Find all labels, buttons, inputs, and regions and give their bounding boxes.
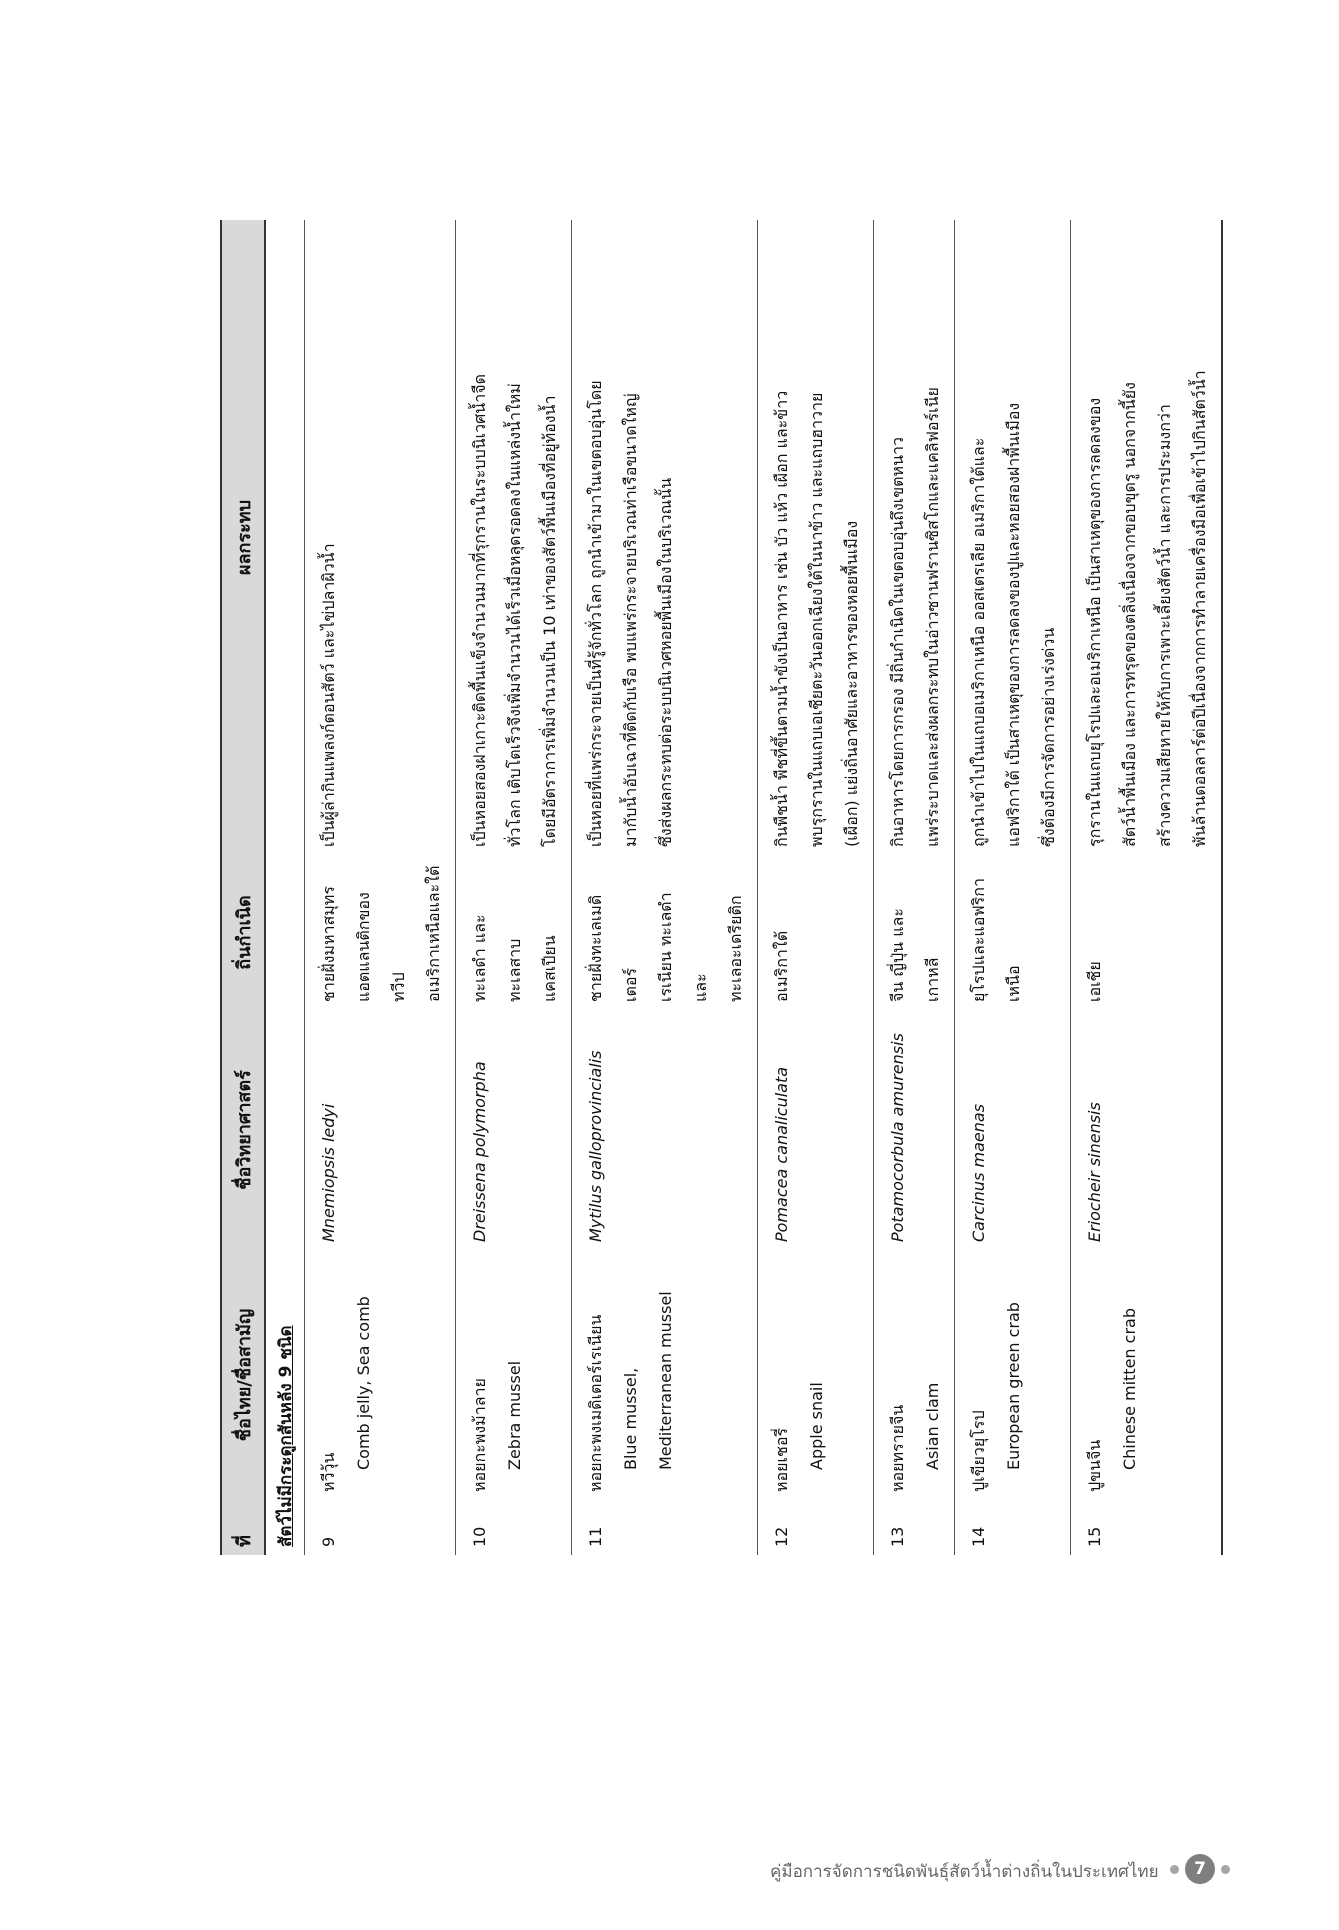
thai-name: หอยเชอรี่ bbox=[772, 1427, 791, 1492]
impact-line: เป็นหอยสองฝาเกาะติดพื้นแข็งจำนวนมากที่รุกรานในระบบนิเวศน้ำจืด bbox=[470, 374, 489, 847]
origin-line: ยุโรปและแอฟริกาเหนือ bbox=[969, 878, 1023, 1002]
impact-line: กินอาหารโดยการกรอง มีถิ่นกำเนิดในเขตอบอุ่นถึงเขตหนาว bbox=[888, 436, 907, 847]
scientific-name: Dreissena polymorpha bbox=[456, 1010, 572, 1250]
row-number: 13 bbox=[874, 1500, 955, 1555]
table-row bbox=[955, 220, 1071, 1555]
page-number: 7 bbox=[1185, 1854, 1215, 1884]
origin-line: เรเนียน ทะเลดำ และ bbox=[656, 892, 710, 1002]
impact-line: พบรุกรานในแถบเอเชียตะวันออกเฉียงใต้ในนาข้าว และแถบฮาวาย bbox=[807, 392, 826, 847]
table-header-row bbox=[221, 220, 265, 1555]
origin-cell bbox=[305, 855, 456, 1010]
header-origin: ถิ่นกำเนิด bbox=[221, 855, 265, 1010]
section-row bbox=[265, 220, 305, 1555]
row-number: 15 bbox=[1071, 1500, 1223, 1555]
origin-cell bbox=[572, 855, 758, 1010]
impact-cell bbox=[456, 220, 572, 855]
row-number: 12 bbox=[758, 1500, 874, 1555]
origin-line: แคสเปียน bbox=[540, 935, 559, 1002]
header-scientific: ชื่อวิทยาศาสตร์ bbox=[221, 1010, 265, 1250]
common-name-cell bbox=[1071, 1250, 1223, 1500]
section-title: สัตว์ไม่มีกระดูกสันหลัง 9 ชนิด bbox=[275, 1325, 296, 1547]
footer-book-title: คู่มือการจัดการชนิดพันธุ์สัตว์น้ำต่างถิ่นในประเทศไทย bbox=[770, 1862, 1159, 1882]
impact-line: เป็นผู้ล่ากินแพลงก์ตอนสัตว์ และไข่ปลาผิวน้ำ bbox=[319, 543, 338, 847]
row-number: 14 bbox=[955, 1500, 1071, 1555]
origin-cell bbox=[758, 855, 874, 1010]
rotated-table-page bbox=[220, 220, 1209, 1555]
impact-line: ซึ่งส่งผลกระทบต่อระบบนิเวศหอยพื้นเมืองในบริเวณนั้น bbox=[656, 477, 675, 847]
impact-line: โดยมีอัตราการเพิ่มจำนวนเป็น 10 เท่าของสัตว์พื้นเมืองที่อยู่ท้องน้ำ bbox=[540, 395, 559, 847]
origin-cell bbox=[456, 855, 572, 1010]
page-footer bbox=[770, 1854, 1250, 1884]
impact-line: สร้างความเสียหายให้กับการเพาะเลี้ยงสัตว์น้ำ และการประมงกว่า bbox=[1155, 404, 1174, 847]
table-row bbox=[572, 220, 758, 1555]
impact-line: รุกรานในแถบยุโรปและอเมริกาเหนือ เป็นสาเหตุของการลดลงของ bbox=[1085, 397, 1104, 847]
common-name-cell bbox=[305, 1250, 456, 1500]
impact-line: เป็นหอยที่แพร่กระจายเป็นที่รู้จักทั่วโลก ถูกนำเข้ามาในเขตอบอุ่นโดย bbox=[586, 380, 605, 847]
english-name: Asian clam bbox=[923, 1382, 942, 1470]
footer-dot-icon bbox=[1170, 1865, 1179, 1874]
thai-name: ปูขนจีน bbox=[1085, 1439, 1104, 1492]
origin-line: จีน ญี่ปุ่น และ เกาหลี bbox=[888, 908, 942, 1002]
origin-line: ทะเลอะเดรียติก bbox=[726, 895, 745, 1002]
header-name: ชื่อไทย/ชื่อสามัญ bbox=[221, 1250, 265, 1500]
english-name: Mediterranean mussel bbox=[656, 1291, 675, 1470]
origin-cell bbox=[955, 855, 1071, 1010]
origin-line: แอตแลนติกของทวีป bbox=[354, 892, 408, 1002]
impact-line: แพร่ระบาดและส่งผลกระทบในอ่าวซานฟรานซิสโกและแคลิฟอร์เนีย bbox=[923, 387, 942, 847]
impact-cell bbox=[305, 220, 456, 855]
header-no: ที่ bbox=[221, 1500, 265, 1555]
impact-cell bbox=[955, 220, 1071, 855]
english-name: Apple snail bbox=[807, 1382, 826, 1470]
common-name-cell bbox=[874, 1250, 955, 1500]
table-row bbox=[874, 220, 955, 1555]
impact-line: กินพืชน้ำ พืชที่ขึ้นตามน้ำขังเป็นอาหาร เช่น บัว แห้ว เผือก และข้าว bbox=[772, 390, 791, 847]
common-name-cell bbox=[758, 1250, 874, 1500]
scientific-name: Pomacea canaliculata bbox=[758, 1010, 874, 1250]
table-row bbox=[1071, 220, 1223, 1555]
origin-line: ชายฝั่งมหาสมุทร bbox=[319, 886, 338, 1002]
row-number: 11 bbox=[572, 1500, 758, 1555]
scientific-name: Mnemiopsis ledyi bbox=[305, 1010, 456, 1250]
origin-cell bbox=[874, 855, 955, 1010]
thai-name: หวีวุ้น bbox=[319, 1452, 338, 1492]
table-row bbox=[456, 220, 572, 1555]
thai-name: ปูเขียวยุโรป bbox=[969, 1410, 988, 1492]
invasive-species-table bbox=[220, 220, 1223, 1555]
table-row bbox=[305, 220, 456, 1555]
common-name-cell bbox=[572, 1250, 758, 1500]
footer-dot-icon bbox=[1221, 1865, 1230, 1874]
origin-cell bbox=[1071, 855, 1223, 1010]
table-row bbox=[758, 220, 874, 1555]
origin-line: อเมริกาเหนือและใต้ bbox=[424, 865, 443, 1002]
impact-line: สัตว์น้ำพื้นเมือง และการทรุดของตลิ่งเนื่องจากขอบขุดรู นอกจากนี้ยัง bbox=[1120, 382, 1139, 847]
scientific-name: Mytilus galloprovincialis bbox=[572, 1010, 758, 1250]
impact-cell bbox=[874, 220, 955, 855]
row-number: 10 bbox=[456, 1500, 572, 1555]
row-number: 9 bbox=[305, 1500, 456, 1555]
thai-name: หอยทรายจีน bbox=[888, 1404, 907, 1492]
scientific-name: Eriocheir sinensis bbox=[1071, 1010, 1223, 1250]
english-name: Zebra mussel bbox=[505, 1360, 524, 1470]
common-name-cell bbox=[955, 1250, 1071, 1500]
impact-line: พันล้านดอลลาร์ต่อปีเนื่องจากการทำลายเครื่องมือเพื่อเข้าไปกินสัตว์น้ำ bbox=[1190, 370, 1209, 847]
impact-line: (เผือก) แย่งถิ่นอาศัยและอาหารของหอยพื้นเมือง bbox=[842, 520, 861, 847]
impact-cell bbox=[572, 220, 758, 855]
english-name: Blue mussel, bbox=[621, 1367, 640, 1470]
scientific-name: Carcinus maenas bbox=[955, 1010, 1071, 1250]
thai-name: หอยกะพงม้าลาย bbox=[470, 1378, 489, 1492]
impact-cell bbox=[758, 220, 874, 855]
origin-line: เอเชีย bbox=[1085, 961, 1104, 1002]
impact-line: มากับน้ำอับเฉาที่ติดกับเรือ พบแพร่กระจายบริเวณท่าเรือขนาดใหญ่ bbox=[621, 393, 640, 847]
english-name: European green crab bbox=[1004, 1302, 1023, 1470]
impact-cell bbox=[1071, 220, 1223, 855]
header-impact: ผลกระทบ bbox=[221, 220, 265, 855]
thai-name: หอยกะพงเมดิเตอร์เรเนียน bbox=[586, 1314, 605, 1492]
common-name-cell bbox=[456, 1250, 572, 1500]
origin-line: อเมริกาใต้ bbox=[772, 930, 791, 1002]
origin-line: ชายฝั่งทะเลเมดิเตอร์ bbox=[586, 894, 640, 1002]
impact-line: ซึ่งต้องมีการจัดการอย่างเร่งด่วน bbox=[1039, 627, 1058, 847]
scientific-name: Potamocorbula amurensis bbox=[874, 1010, 955, 1250]
english-name: Chinese mitten crab bbox=[1120, 1308, 1139, 1470]
impact-line: ทั่วโลก เติบโตเร็วจึงเพิ่มจำนวนได้เร็วเมื่อหลุดรอดลงในแหล่งน้ำใหม่ bbox=[505, 383, 524, 847]
impact-line: แอฟริกาใต้ เป็นสาเหตุของการลดลงของปูและหอยสองฝาพื้นเมือง bbox=[1004, 402, 1023, 847]
impact-line: ถูกนำเข้าไปในแถบอเมริกาเหนือ ออสเตรเลีย อเมริกาใต้และ bbox=[969, 437, 988, 847]
english-name: Comb jelly, Sea comb bbox=[354, 1296, 373, 1470]
origin-line: ทะเลดำ และทะเลสาบ bbox=[470, 914, 524, 1002]
